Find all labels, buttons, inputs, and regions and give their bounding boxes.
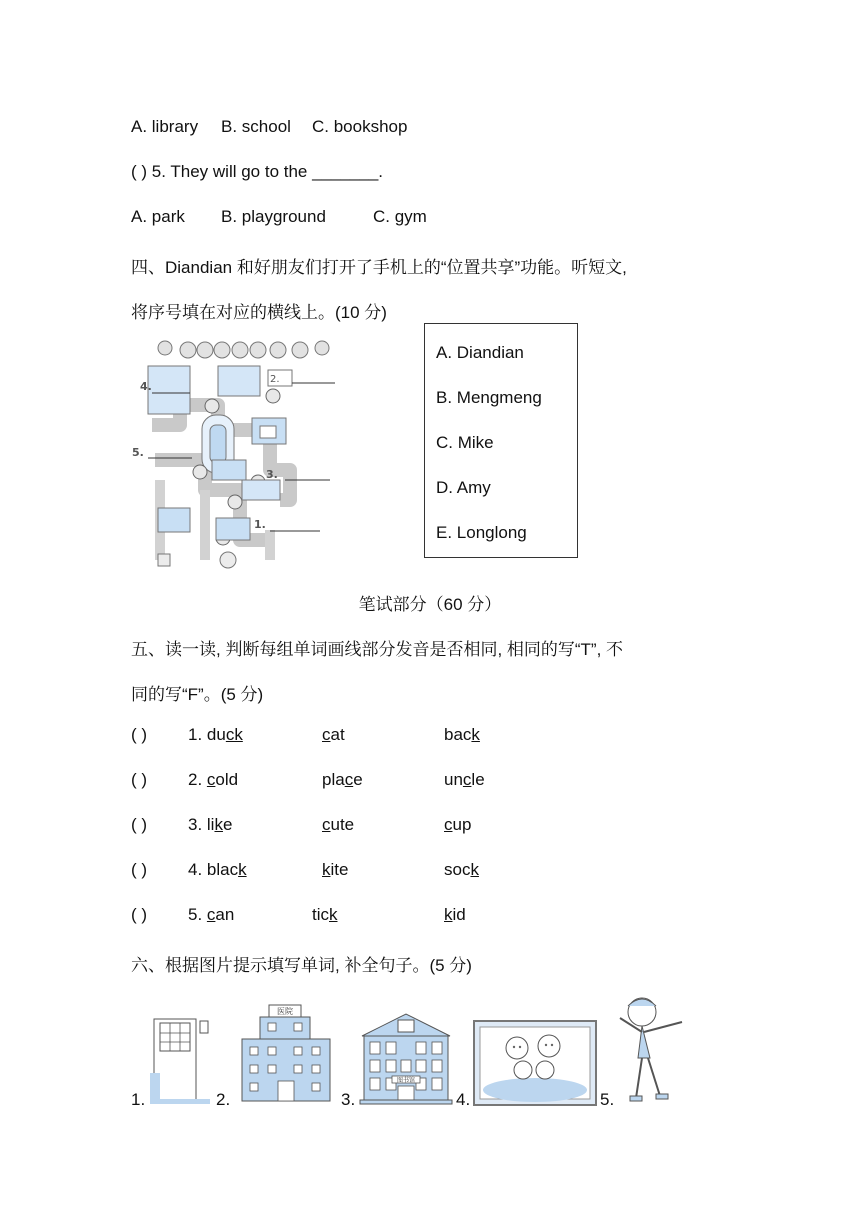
word-2: place bbox=[322, 770, 363, 789]
word-3: back bbox=[444, 725, 480, 744]
elevator-picture bbox=[148, 1015, 214, 1107]
answer-paren[interactable]: ( ) bbox=[131, 162, 148, 181]
word-1: 5. can bbox=[188, 905, 235, 924]
picture-label-1: 1. bbox=[131, 1090, 146, 1109]
location-map bbox=[130, 330, 340, 570]
section4-title-line2: 将序号填在对应的横线上。(10 分) bbox=[131, 303, 387, 322]
section5-title-line2: 同的写“F”。(5 分) bbox=[131, 685, 264, 704]
picture-label-3: 3. bbox=[341, 1090, 356, 1109]
option-diandian: A. Diandian bbox=[436, 343, 524, 362]
girl-exercising-picture bbox=[612, 988, 694, 1106]
word-3: uncle bbox=[444, 770, 485, 789]
section4-title-line1: 四、Diandian 和好朋友们打开了手机上的“位置共享”功能。听短文, bbox=[131, 258, 627, 277]
word-2: tick bbox=[312, 905, 338, 924]
word-1: 1. duck bbox=[188, 725, 243, 744]
family-photo-picture bbox=[473, 1020, 597, 1106]
option-bookshop: C. bookshop bbox=[312, 117, 408, 136]
section5-title-line1: 五、读一读, 判断每组单词画线部分发音是否相同, 相同的写“T”, 不 bbox=[131, 640, 624, 659]
option-school: B. school bbox=[221, 117, 291, 136]
answer-paren[interactable]: ( ) bbox=[131, 860, 148, 879]
svg-text:图书馆: 图书馆 bbox=[396, 1077, 416, 1084]
word-3: kid bbox=[444, 905, 466, 924]
word-1: 3. like bbox=[188, 815, 233, 834]
svg-text:3.: 3. bbox=[266, 468, 278, 481]
library-picture bbox=[358, 1012, 454, 1106]
word-3: cup bbox=[444, 815, 472, 834]
word-3: sock bbox=[444, 860, 479, 879]
picture-label-2: 2. bbox=[216, 1090, 231, 1109]
svg-text:医院: 医院 bbox=[277, 1007, 293, 1016]
option-longlong: E. Longlong bbox=[436, 523, 527, 542]
word-2: cute bbox=[322, 815, 355, 834]
picture-label-5: 5. bbox=[600, 1090, 615, 1109]
svg-text:4.: 4. bbox=[140, 380, 152, 393]
answer-paren[interactable]: ( ) bbox=[131, 725, 148, 744]
picture-label-4: 4. bbox=[456, 1090, 471, 1109]
option-gym: C. gym bbox=[373, 207, 427, 226]
option-park: A. park bbox=[131, 207, 185, 226]
word-1: 2. cold bbox=[188, 770, 239, 789]
word-2: cat bbox=[322, 725, 345, 744]
section6-title: 六、根据图片提示填写单词, 补全句子。(5 分) bbox=[131, 956, 472, 975]
option-library: A. library bbox=[131, 117, 199, 136]
answer-paren[interactable]: ( ) bbox=[131, 770, 148, 789]
answer-paren[interactable]: ( ) bbox=[131, 815, 148, 834]
option-playground: B. playground bbox=[221, 207, 326, 226]
svg-text:5.: 5. bbox=[132, 446, 144, 459]
svg-text:1.: 1. bbox=[254, 518, 266, 531]
word-1: 4. black bbox=[188, 860, 247, 879]
question-5 bbox=[131, 162, 383, 182]
option-amy: D. Amy bbox=[436, 478, 491, 497]
question-text: 5. They will go to the _______. bbox=[151, 162, 384, 181]
options-box bbox=[424, 323, 578, 558]
word-2: kite bbox=[322, 860, 349, 879]
svg-text:2.: 2. bbox=[270, 374, 280, 385]
answer-paren[interactable]: ( ) bbox=[131, 905, 148, 924]
hospital-picture bbox=[236, 1003, 336, 1105]
written-part-heading: 笔试部分（60 分） bbox=[358, 595, 502, 614]
option-mengmeng: B. Mengmeng bbox=[436, 388, 542, 407]
option-mike: C. Mike bbox=[436, 433, 494, 452]
